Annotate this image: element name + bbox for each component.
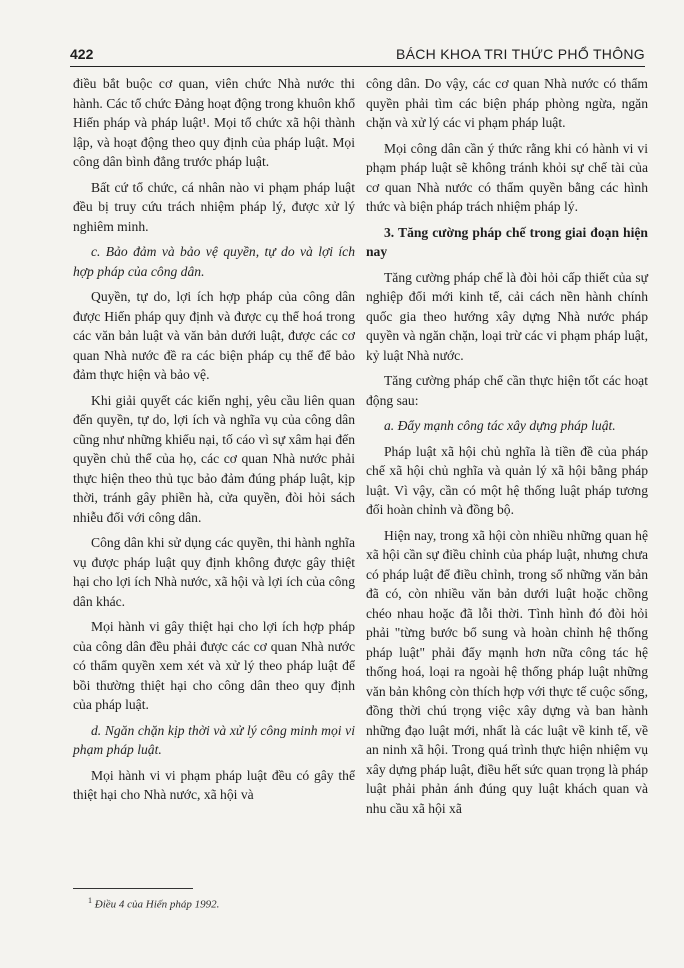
paragraph: Công dân khi sử dụng các quyền, thi hành nghĩa vụ được pháp luật quy định không được gây thiệt hại cho lợi ích Nhà nước, xã hội và lợi ích của công dân khác.: [73, 535, 355, 609]
section-subheading: c. Bảo đảm và bảo vệ quyền, tự do và lợi ích hợp pháp của công dân.: [73, 244, 355, 279]
page-header: [70, 44, 645, 67]
footnote-marker: 1: [88, 896, 92, 905]
paragraph: Pháp luật xã hội chủ nghĩa là tiền đề của pháp chế xã hội chủ nghĩa và quản lý xã hội bằng pháp luật. Vì vậy, cần có một hệ thống luật pháp tương đối hoàn chỉnh và đồng bộ.: [366, 443, 648, 517]
paragraph: Mọi công dân cần ý thức rằng khi có hành vi vi phạm pháp luật sẽ không tránh khỏi sự chế tài của cơ quan Nhà nước có thẩm quyền bằng các hình thức và biện pháp trách nhiệm pháp lý.: [366, 140, 648, 214]
paragraph: Tăng cường pháp chế là đòi hỏi cấp thiết của sự nghiệp đổi mới kinh tế, cải cách nền hành chính quốc gia theo hướng xây dựng Nhà nước pháp quyền và ngăn chặn, loại trừ các vi phạm pháp luật, kỷ luật Nhà nước.: [366, 269, 648, 363]
section-subheading: d. Ngăn chặn kịp thời và xử lý công minh mọi vi phạm pháp luật.: [73, 722, 355, 757]
paragraph: Mọi hành vi gây thiệt hại cho lợi ích hợp pháp của công dân đều phải được các cơ quan Nhà nước có thẩm quyền xem xét và xử lý theo pháp luật để bồi thường thiệt hại cho công dân theo quy định của pháp luật.: [73, 619, 355, 712]
paragraph: Quyền, tự do, lợi ích hợp pháp của công dân được Hiến pháp quy định và được cụ thể hoá trong các văn bản luật và văn bản dưới luật, được các cơ quan Nhà nước đề ra các biện pháp cụ thể để bảo đảm thực hiện và bảo vệ.: [73, 289, 355, 382]
section-heading: 3. Tăng cường pháp chế trong giai đoạn hiện nay: [366, 224, 648, 259]
left-column: [73, 74, 355, 811]
paragraph: điều bắt buộc cơ quan, viên chức Nhà nước thi hành. Các tổ chức Đảng hoạt động trong khuôn khổ Hiến pháp và pháp luật¹. Mọi tổ chức xã hội thành lập, và hoạt động theo quy định của pháp luật. Mọi công dân bình đẳng trước pháp luật.: [73, 76, 355, 169]
footnote-divider: [73, 888, 193, 889]
paragraph: Khi giải quyết các kiến nghị, yêu cầu liên quan đến quyền, tự do, lợi ích và nghĩa vụ của công dân cũng như những khiếu nại, tố cáo vì sự xâm hại đến quyền chủ thể của họ, các cơ quan Nhà nước phải thực hiện theo thủ tục bảo đảm đúng pháp luật, kịp thời, tránh gây phiền hà, cửa quyền, đòi hỏi sách nhiễu đối với công dân.: [73, 392, 355, 525]
right-column: [366, 74, 648, 824]
footnote: [88, 896, 219, 911]
page-number: 422: [70, 46, 94, 62]
paragraph: Bất cứ tổ chức, cá nhân nào vi phạm pháp luật đều bị truy cứu trách nhiệm pháp lý, được xử lý nghiêm minh.: [73, 179, 355, 234]
paragraph: công dân. Do vậy, các cơ quan Nhà nước có thẩm quyền phải tìm các biện pháp phòng ngừa, ngăn chặn và xử lý các vi phạm pháp luật.: [366, 76, 648, 130]
running-title: BÁCH KHOA TRI THỨC PHỔ THÔNG: [395, 46, 645, 62]
paragraph: Mọi hành vi vi phạm pháp luật đều có gây thể thiệt hại cho Nhà nước, xã hội và: [73, 767, 355, 802]
paragraph: Hiện nay, trong xã hội còn nhiều những quan hệ xã hội cần sự điều chỉnh của pháp luật, nhưng chưa có pháp luật để điều chỉnh, trong số những văn bản đã có, còn nhiều văn bản dưới luật hoặc chồng chéo nhau hoặc đã lỗi thời. Tình hình đó đòi hỏi phải "từng bước bổ sung và hoàn chỉnh hệ thống pháp luật" phải đẩy mạnh hơn nữa công tác hệ thống hoá, loại ra ngoài hệ thống pháp luật những văn bản không còn thích hợp với thực tế cuộc sống, đồng thời chú trọng việc xây dựng và ban hành những đạo luật mới, nhất là các luật về kinh tế, về an ninh xã hội. Trong quá trình thực hiện nhiệm vụ xây dựng pháp luật, điều hết sức quan trọng là pháp luật phải phản ánh đúng quy luật khách quan và nhu cầu xã hội xã: [366, 527, 648, 816]
paragraph: Tăng cường pháp chế cần thực hiện tốt các hoạt động sau:: [366, 373, 648, 408]
footnote-text: Điều 4 của Hiến pháp 1992.: [94, 898, 220, 911]
section-subheading: a. Đẩy mạnh công tác xây dựng pháp luật.: [384, 418, 616, 433]
